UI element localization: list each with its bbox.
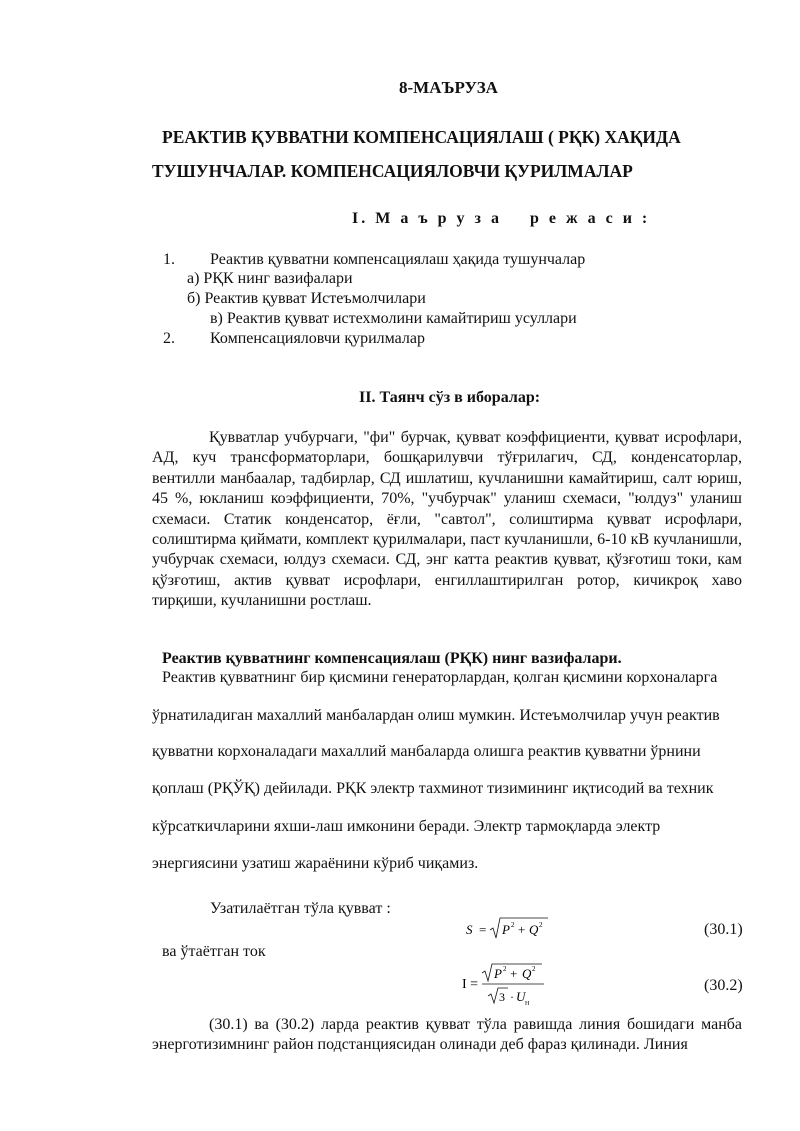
section-line-3: қувватни корхоналадаги махаллий манбаларда олишга реактив қувватни ўрнини bbox=[152, 743, 701, 760]
eq2-U-subscript: Н bbox=[525, 1001, 530, 1007]
section-line-4: қоплаш (РҚЎҚ) дейилади. РҚК электр тахминот тизимининг иқтисодий ва техник bbox=[152, 780, 714, 797]
eq2-Q: Q bbox=[522, 966, 532, 981]
eq2-Q-exp: 2 bbox=[532, 965, 536, 973]
equation-number-30-1: (30.1) bbox=[704, 921, 743, 938]
section-line-2: ўрнатиладиган махаллий манбалардан олиш мумкин. Истеъмолчилар учун реактив bbox=[152, 707, 720, 724]
formula-intro-current: ва ўтаётган ток bbox=[162, 943, 266, 960]
eq1-Q-exp: 2 bbox=[539, 921, 543, 929]
formula-30-2 bbox=[462, 962, 552, 1008]
eq2-dot: · bbox=[510, 990, 514, 1004]
eq2-P: P bbox=[494, 966, 502, 981]
plan-item-2-num: 2. bbox=[163, 330, 175, 347]
closing-paragraph bbox=[152, 1015, 742, 1056]
formula-intro-power: Узатилаётган тўла қувват : bbox=[210, 900, 391, 917]
eq2-U: U bbox=[516, 989, 526, 1004]
section-heading: Реактив қувватнинг компенсациялаш (РҚК) нинг вазифалари. bbox=[162, 650, 622, 667]
eq2-P-exp: 2 bbox=[503, 965, 507, 973]
plan-subitem-b: б) Реактив қувват Истеъмолчилари bbox=[187, 290, 426, 307]
keywords-paragraph bbox=[152, 428, 742, 612]
eq2-root3: 3 bbox=[499, 990, 505, 1004]
eq1-P: P bbox=[502, 922, 510, 937]
section-line-6: энергиясини узатиш жараёнини кўриб чиқамиз. bbox=[152, 855, 479, 872]
eq1-Q: Q bbox=[529, 922, 539, 937]
keywords-text: Қувватлар учбурчаги, "фи" бурчак, қувват коэффициенти, қувват исрофлари, АД, куч трансформаторлари, бошқарилувчи тўғрилагич, СД, конденсаторлар, вентилли манбаалар, тадбирлар, СД ишлатиш, кучланишни камайтириш, салт юриш, 45 %, юкланиш коэффициенти, 70%, "учбурчак" уланиш схемаси, "юлдуз" уланиш схемаси. Статик конденсатор, ёғли, "савтол", солиштирма қувват исрофлари, солиштирма қиймати, комплект қурилмалари, паст кучланишли, 6-10 кВ кучланишли, учбурчак схемаси, юлдуз схемаси. СД, энг катта реактив қувват, қўзғотиш токи, кам қўзғотиш, актив қувват исрофлари, енгиллаштирилган ротор, кичикроқ хаво тирқиши, кучланишни ростлаш. bbox=[152, 429, 742, 610]
keywords-heading: II. Таянч сўз в иборалар: bbox=[359, 389, 541, 406]
plan-item-2-text: Компенсацияловчи қурилмалар bbox=[210, 330, 426, 347]
eq1-equals: = bbox=[479, 922, 487, 937]
lecture-number: 8-МАЪРУЗА bbox=[399, 78, 498, 97]
closing-text: (30.1) ва (30.2) ларда реактив қувват тўла равишда линия бошидаги манба энерготизимнинг район подстанциясидан олинади деб фараз қилинади. Линия bbox=[152, 1016, 742, 1054]
eq2-plus: + bbox=[510, 966, 518, 981]
equation-number-30-2: (30.2) bbox=[704, 977, 743, 994]
formula-30-1 bbox=[462, 916, 552, 942]
lecture-title-line1: РЕАКТИВ ҚУВВАТНИ КОМПЕНСАЦИЯЛАШ ( РҚК) ХАҚИДА bbox=[162, 127, 681, 147]
eq1-plus: + bbox=[518, 922, 526, 937]
section-line-5: кўрсаткичларини яхши-лаш имконини беради. Электр тармоқларда электр bbox=[152, 818, 661, 835]
plan-item-1-text: Реактив қувватни компенсациялаш ҳақида тушунчалар bbox=[210, 251, 586, 268]
eq1-P-exp: 2 bbox=[511, 921, 515, 929]
eq2-lhs: I = bbox=[462, 977, 479, 992]
eq1-lhs: S bbox=[466, 922, 473, 937]
plan-subitem-c: в) Реактив қувват истехмолини камайтириш усуллари bbox=[210, 310, 577, 327]
plan-subitem-a: а) РҚК нинг вазифалари bbox=[187, 270, 353, 287]
plan-heading: I. М а ъ р у з а р е ж а с и : bbox=[352, 210, 651, 227]
plan-item-1-num: 1. bbox=[163, 251, 175, 268]
section-line-1: Реактив қувватнинг бир қисмини генераторлардан, қолган қисмини корхоналарга bbox=[162, 669, 718, 686]
lecture-title-line2: ТУШУНЧАЛАР. КОМПЕНСАЦИЯЛОВЧИ ҚУРИЛМАЛАР bbox=[152, 161, 633, 181]
eq2-den-sqrt-sign bbox=[488, 988, 508, 1003]
